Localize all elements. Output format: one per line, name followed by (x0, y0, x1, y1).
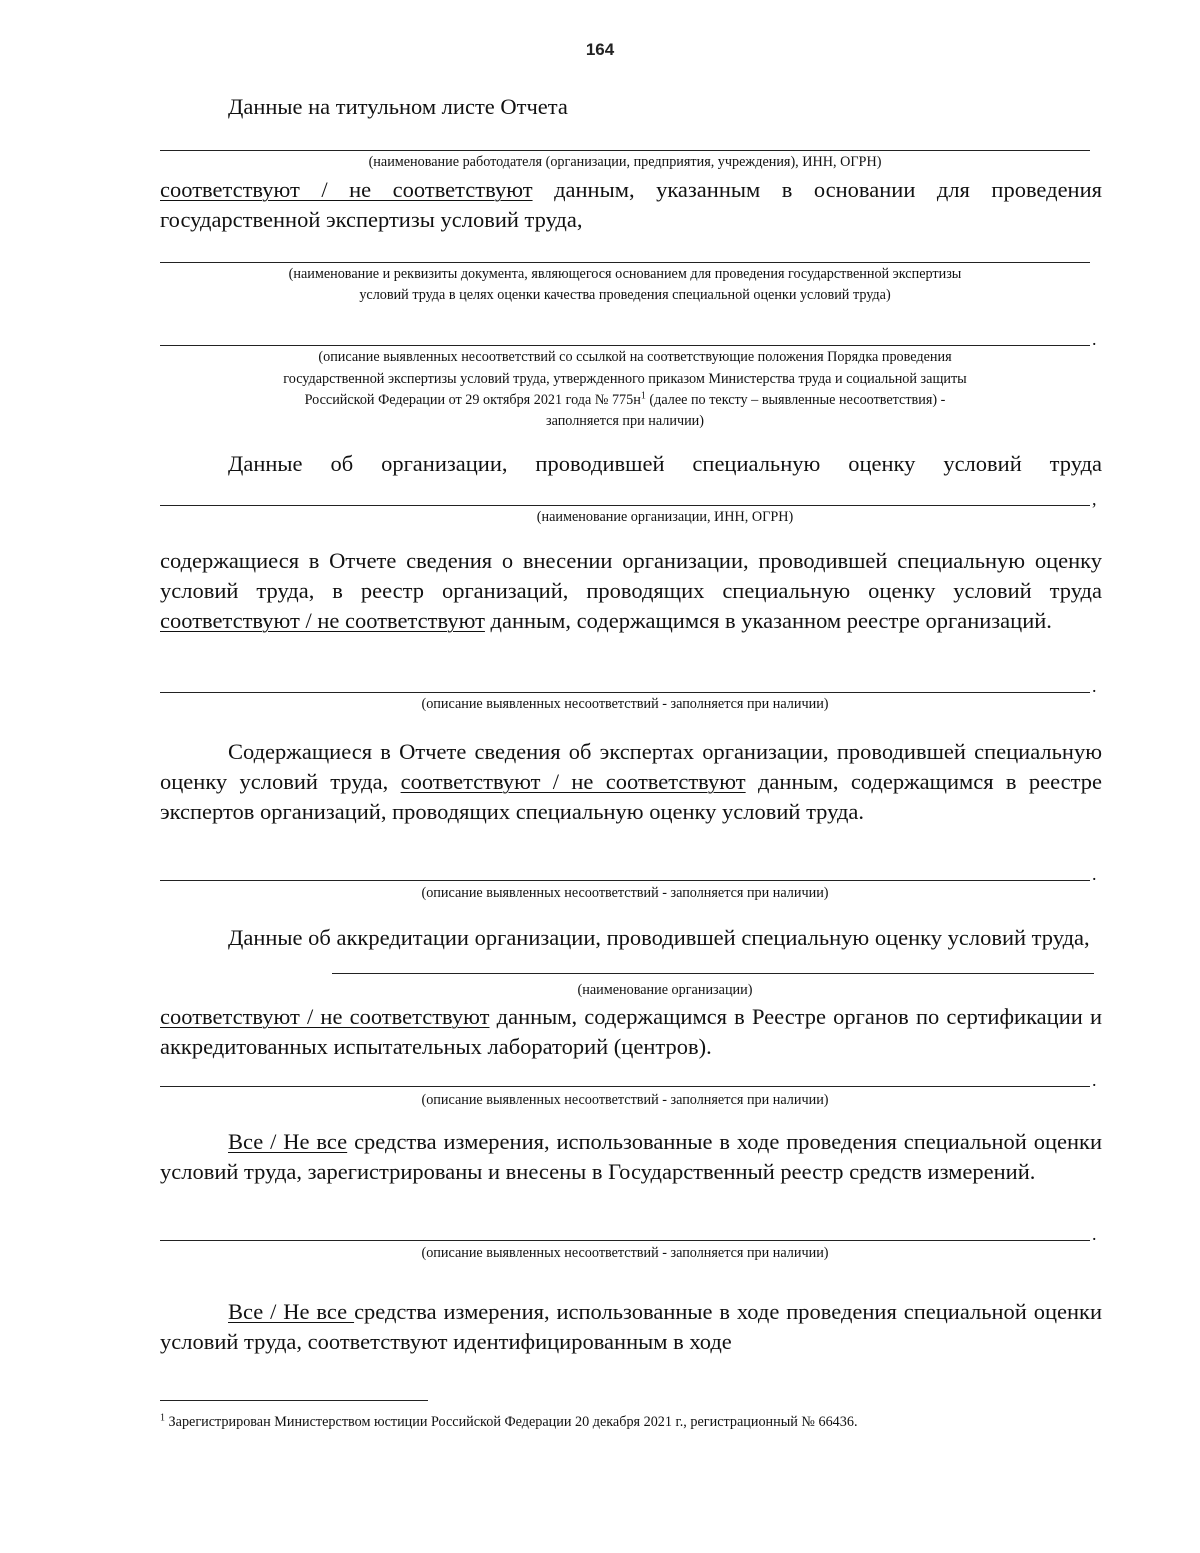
caption-org-name: (наименование организации) (577, 982, 753, 998)
choice-conform: соответствуют / не соответствуют (400, 769, 746, 794)
fill-line-employer (160, 150, 1090, 151)
caption-org: (наименование организации, ИНН, ОГРН) (536, 509, 794, 525)
comma-mark: , (1092, 489, 1097, 509)
paragraph-text: содержащиеся в Отчете сведения о внесении организации, проводившей специальную оценку условий труда, в реестр организаций, проводящих специальную оценку условий труда (160, 548, 1102, 603)
period-mark: . (1092, 676, 1097, 696)
caption-basis-2: условий труда в целях оценки качества проведения специальной оценки условий труда) (359, 287, 891, 303)
period-mark: . (1092, 864, 1097, 884)
choice-all: Все / Не все (228, 1299, 355, 1324)
paragraph-title-conformity (160, 175, 1102, 235)
paragraph-registry-org (160, 546, 1102, 636)
caption-text: Российской Федерации от 29 октября 2021 года № 775н (304, 392, 641, 408)
paragraph-accreditation (160, 923, 1102, 953)
paragraph-text: Данные об аккредитации организации, проводившей специальную оценку условий труда, (228, 925, 1090, 950)
footnote-text: Зарегистрирован Министерством юстиции Российской Федерации 20 декабря 2021 г., регистрационный № 66436. (165, 1414, 858, 1430)
fill-line-mismatch-2 (160, 692, 1090, 693)
fill-line-basis (160, 262, 1090, 263)
paragraph-instruments-identified (160, 1297, 1102, 1357)
fill-line-mismatch (160, 345, 1090, 346)
caption-mismatch-1: (описание выявленных несоответствий со ссылкой на соответствующие положения Порядка проведения (318, 349, 952, 365)
period-mark: . (1092, 1070, 1097, 1090)
caption-short: (описание выявленных несоответствий - заполняется при наличии) (421, 696, 829, 712)
footnote-separator (160, 1400, 428, 1401)
fill-line-mismatch-4 (160, 1086, 1090, 1087)
footnote-ref: 1 (640, 390, 646, 402)
paragraph-instruments-registered (160, 1127, 1102, 1187)
caption-text: (далее по тексту – выявленные несоответствия) - (645, 392, 946, 408)
footnote (160, 1412, 1100, 1432)
paragraph-text: средства измерения, использованные в ходе проведения специальной оценки условий труда, зарегистрированы и внесены в Государственный реестр средств измерений. (160, 1129, 1103, 1184)
title-page-heading: Данные на титульном листе Отчета (228, 94, 568, 119)
caption-employer: (наименование работодателя (организации, предприятия, учреждения), ИНН, ОГРН) (368, 154, 882, 170)
paragraph-text: Содержащиеся в Отчете сведения об экспертах организации, проводившей специальную оценку условий труда, (160, 739, 1102, 794)
paragraph-text: данным, содержащимся в указанном реестре организаций. (484, 608, 1052, 633)
paragraph-text: данным, содержащимся в реестре экспертов организаций, проводящих специальную оценку условий труда. (160, 769, 1102, 824)
paragraph-accreditation-registry (160, 1002, 1102, 1062)
paragraph-experts (160, 737, 1102, 827)
period-mark: . (1092, 1224, 1097, 1244)
paragraph-text: средства измерения, использованные в ходе проведения специальной оценки условий труда, соответствуют идентифицированным в ходе (160, 1299, 1103, 1354)
choice-conform: соответствуют / не соответствуют (160, 1004, 490, 1029)
fill-line-mismatch-3 (160, 880, 1090, 881)
paragraph-text: данным, указанным в основании для проведения государственной экспертизы условий труда, (160, 177, 1102, 232)
caption-mismatch-4: заполняется при наличии) (545, 413, 704, 429)
fill-line-mismatch-5 (160, 1240, 1090, 1241)
caption-mismatch-3 (160, 390, 1090, 410)
choice-conform: соответствуют / не соответствуют (160, 177, 533, 202)
footnote-number: 1 (160, 1412, 165, 1424)
caption-short: (описание выявленных несоответствий - заполняется при наличии) (421, 1092, 829, 1108)
fill-line-org (160, 505, 1090, 506)
caption-mismatch-2: государственной экспертизы условий труда, утвержденного приказом Министерства труда и социальной защиты (283, 371, 967, 387)
org-heading: Данные об организации, проводившей специальную оценку условий труда (228, 451, 1102, 476)
caption-short: (описание выявленных несоответствий - заполняется при наличии) (421, 1245, 829, 1261)
period-mark: . (1092, 329, 1097, 349)
choice-all: Все / Не все (228, 1129, 348, 1154)
caption-short: (описание выявленных несоответствий - заполняется при наличии) (421, 885, 829, 901)
choice-conform: соответствуют / не соответствуют (160, 608, 485, 633)
caption-basis-1: (наименование и реквизиты документа, являющегося основанием для проведения государственной экспертизы (288, 266, 962, 282)
fill-line-accreditation (332, 973, 1094, 974)
paragraph-text: данным, содержащимся в Реестре органов по сертификации и аккредитованных испытательных лабораторий (центров). (160, 1004, 1102, 1059)
page-number: 164 (585, 40, 615, 59)
